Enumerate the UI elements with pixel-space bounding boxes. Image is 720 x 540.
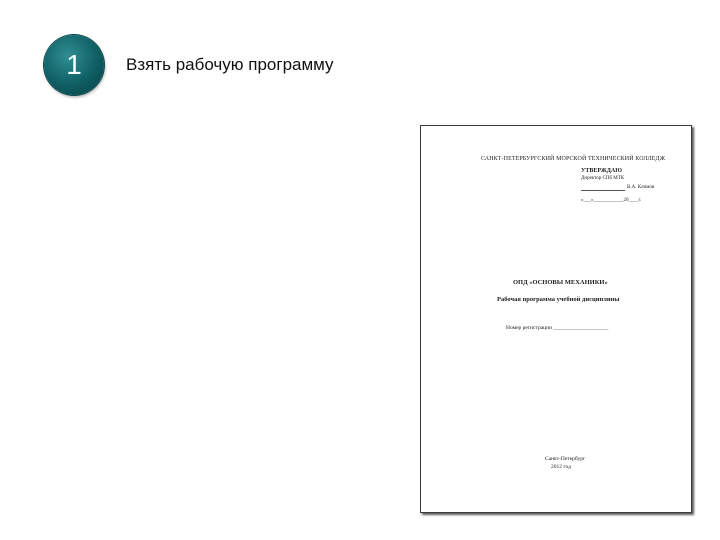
- program-title: Рабочая программа учебной дисциплины: [497, 296, 620, 303]
- approve-label: УТВЕРЖДАЮ: [581, 168, 623, 174]
- date-line: «___»____________20____г.: [581, 198, 642, 203]
- signature-line: [581, 190, 625, 191]
- step-title: Взять рабочую программу: [126, 55, 334, 74]
- registration-number: Номер регистрации ____________________: [506, 325, 609, 331]
- city-label: Санкт-Петербург: [545, 456, 586, 462]
- discipline-title: ОПД «ОСНОВЫ МЕХАНИКИ»: [513, 279, 608, 286]
- signer-name: В.А. Климов: [627, 185, 655, 190]
- document-preview: [420, 125, 692, 513]
- step-number: 1: [66, 49, 82, 80]
- college-name: САНКТ-ПЕТЕРБУРГСКИЙ МОРСКОЙ ТЕХНИЧЕСКИЙ КОЛЛЕДЖ: [481, 156, 666, 162]
- year-label: 2012 год: [551, 464, 571, 470]
- step-number-badge: [44, 35, 104, 95]
- director-label: Директор СПб МТК: [581, 176, 625, 181]
